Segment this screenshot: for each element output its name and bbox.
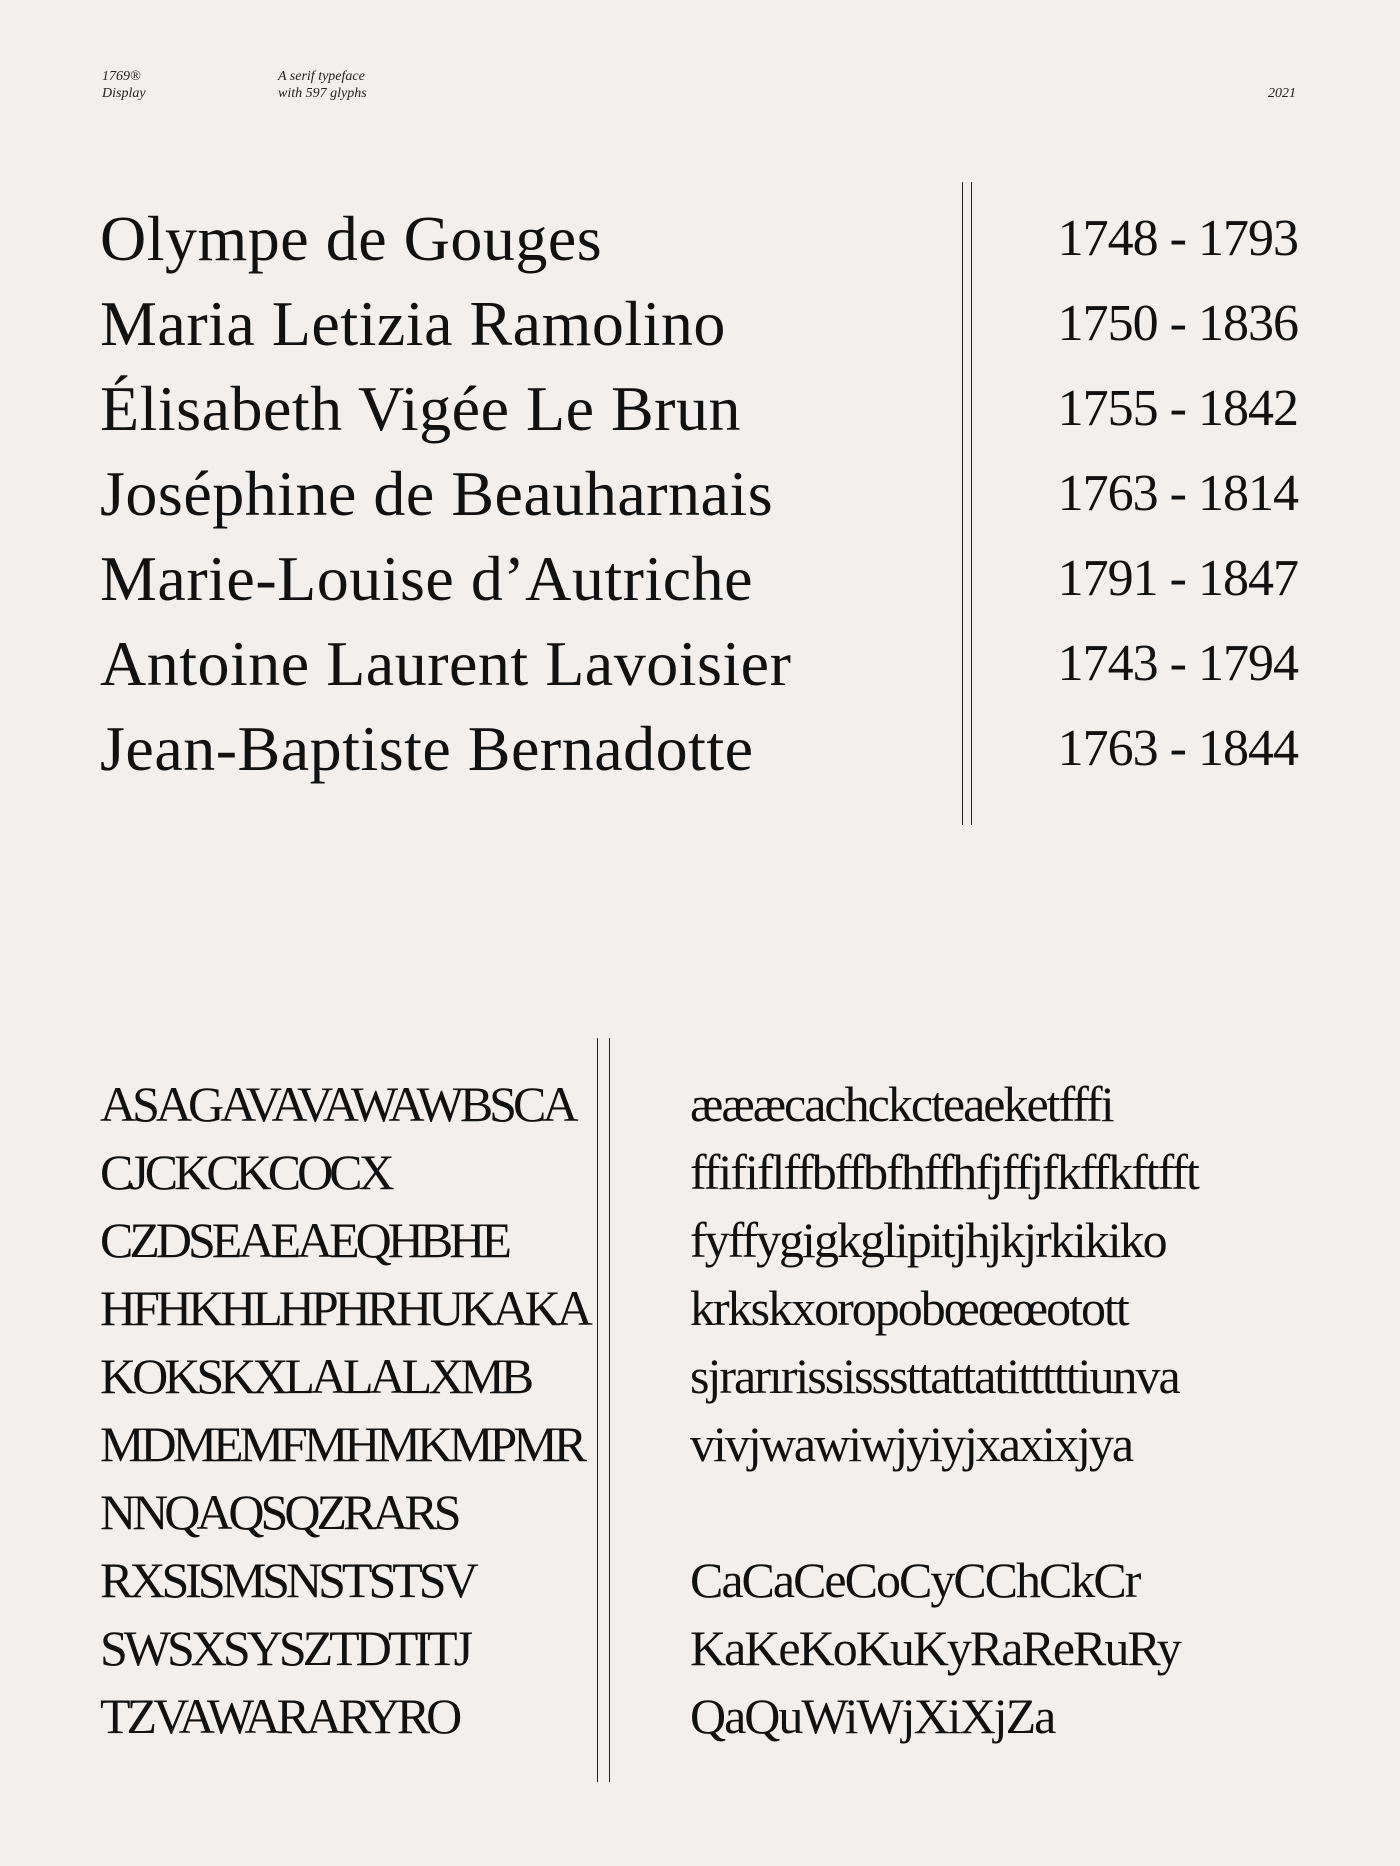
ligature-row: CaCaCeCoCyCChCkCr [690, 1552, 1140, 1608]
specimen-date: 1750 - 1836 [1057, 295, 1298, 352]
ligature-row: sjrarırississsttattatitttttiunva [690, 1348, 1179, 1404]
specimen-name: Élisabeth Vigée Le Brun [100, 373, 741, 444]
ligature-row: TZVAWARARYRO [100, 1688, 459, 1744]
specimen-name: Maria Letizia Ramolino [100, 288, 726, 359]
specimen-dates [1058, 196, 1298, 791]
spacer [690, 1478, 1198, 1546]
year: 2021 [1268, 86, 1296, 101]
ligature-row: vivjwawiwjyiyjxaxixjya [690, 1416, 1133, 1472]
ligature-row: SWSXSYSZTDTITJ [100, 1620, 470, 1676]
divider-line [962, 182, 963, 825]
ligature-row: NNQAQSQZRARS [100, 1484, 458, 1540]
specimen-name: Joséphine de Beauharnais [100, 458, 774, 529]
ligature-row: CJCKCKCOCX [100, 1144, 391, 1200]
ligature-row: ffififlffbffbfhffhfjffjfkffkftfft [690, 1144, 1198, 1200]
ligature-row: QaQuWiWjXiXjZa [690, 1688, 1055, 1744]
glyph-count: with 597 glyphs [278, 86, 367, 101]
font-title: 1769® [102, 69, 141, 84]
ligature-row: MDMEMFMHMKMPMR [100, 1416, 584, 1472]
specimen-date: 1763 - 1844 [1057, 720, 1298, 777]
ligature-row: ASAGAVAVAWAWBSCA [100, 1076, 575, 1132]
ligature-row: KaKeKoKuKyRaReRuRy [690, 1620, 1180, 1676]
ligature-row: KOKSKXLALALXMB [100, 1348, 531, 1404]
ligature-row: fyffygigkglipitjhjkjrkikiko [690, 1212, 1166, 1268]
ligature-row: æææcachckcteaeketfffi [690, 1076, 1113, 1132]
specimen-date: 1748 - 1793 [1057, 210, 1298, 267]
lowercase-ligatures [690, 1070, 1198, 1750]
uppercase-ligatures [100, 1070, 589, 1750]
font-style: Display [102, 86, 146, 101]
divider-line [609, 1038, 610, 1782]
specimen-date: 1743 - 1794 [1057, 635, 1298, 692]
specimen-name: Olympe de Gouges [100, 203, 603, 274]
ligature-row: krkskxoropobœœœotott [690, 1280, 1128, 1336]
specimen-date: 1755 - 1842 [1057, 380, 1298, 437]
font-description [278, 68, 367, 102]
font-name [102, 68, 146, 102]
specimen-date: 1791 - 1847 [1057, 550, 1298, 607]
specimen-date: 1763 - 1814 [1057, 465, 1298, 522]
specimen-name: Antoine Laurent Lavoisier [100, 628, 792, 699]
ligature-row: CZDSEAEAEQHBHE [100, 1212, 508, 1268]
ligature-row: RXSISMSNSTSTSV [100, 1552, 475, 1608]
ligature-row: HFHKHLHPHRHUKAKA [100, 1280, 589, 1336]
specimen-name: Marie-Louise d’Autriche [100, 543, 754, 614]
description-line: A serif typeface [278, 69, 365, 84]
specimen-name: Jean-Baptiste Bernadotte [100, 713, 754, 784]
divider-line [971, 182, 972, 825]
divider-line [597, 1038, 598, 1782]
specimen-names [100, 196, 791, 791]
